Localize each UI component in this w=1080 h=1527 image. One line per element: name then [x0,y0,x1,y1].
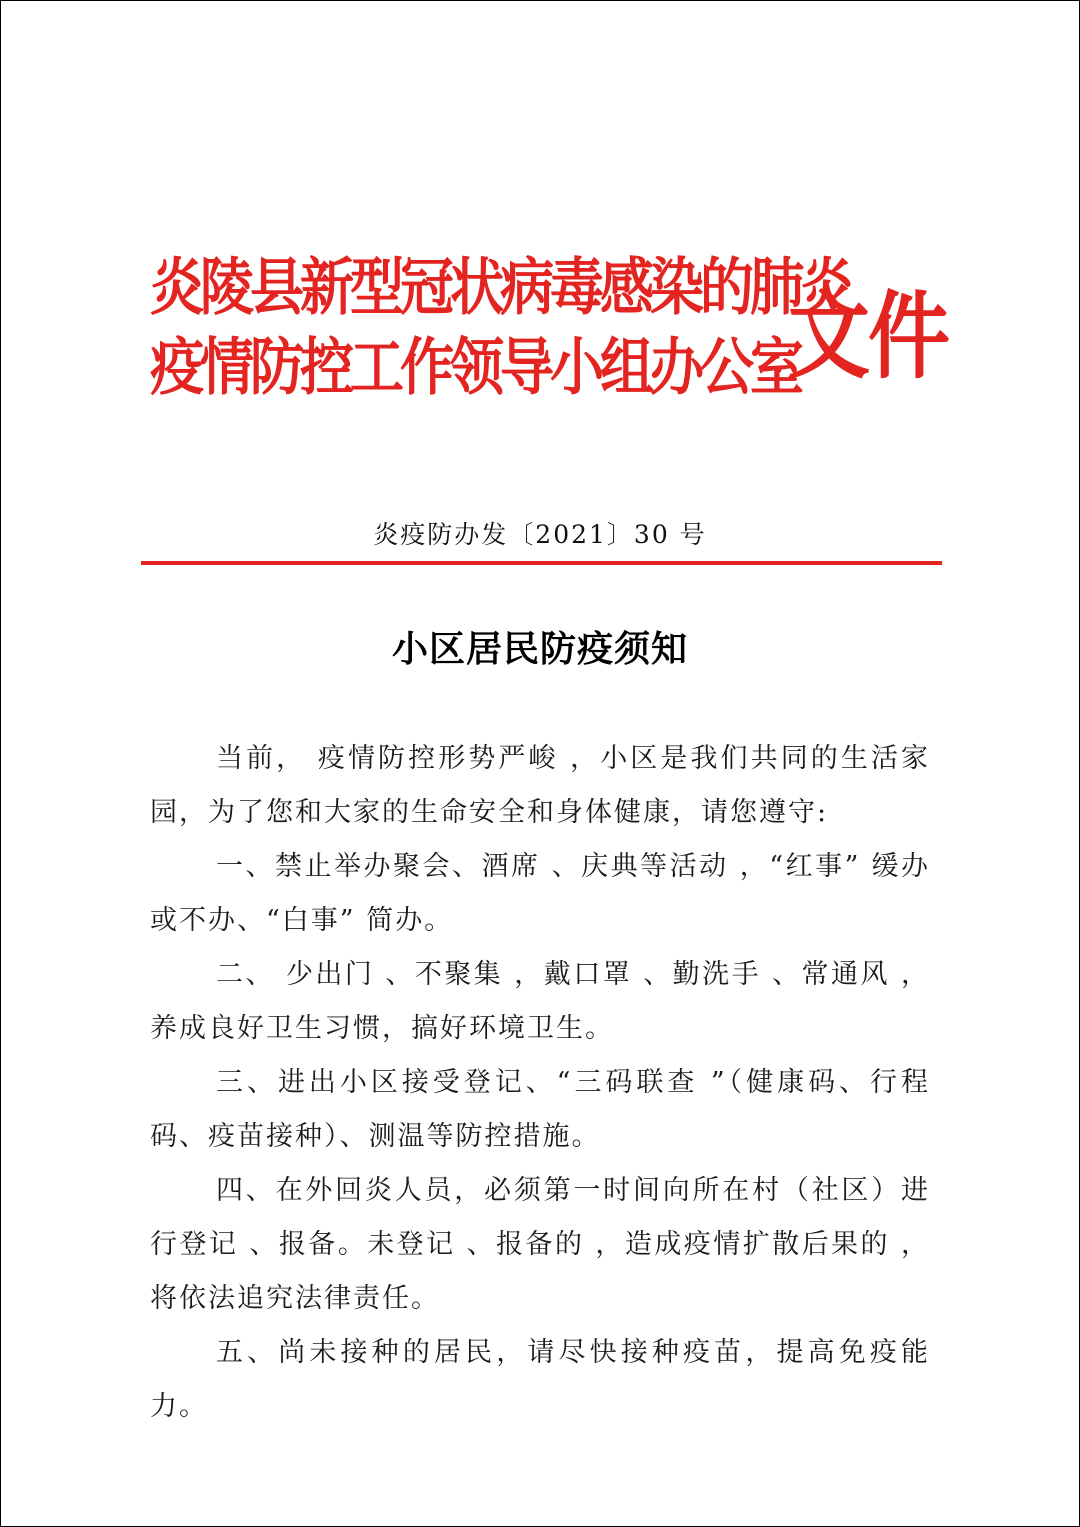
red-divider-rule [141,561,942,565]
rule-paragraph-4: 四、在外回炎人员，必须第一时间向所在村（社区）进行登记 、报备。未登记 、报备的 ，造成疫情扩散后果的 ，将依法追究法律责任。 [150,1175,930,1314]
document-body [150,732,930,1434]
issuing-agency [150,248,850,408]
document-type-label: 文件 [788,282,949,393]
agency-name-line-2: 疫情防控工作领导小组办公室 [150,331,800,404]
rule-paragraph-5: 五、尚未接种的居民，请尽快接种疫苗，提高免疫能力。 [150,1337,930,1422]
document-header [150,248,949,448]
rule-paragraph-3: 三、进出小区接受登记、“三码联查 ”（健康码、行程码、疫苗接种）、测温等防控措施。 [150,1067,930,1152]
document-number: 炎疫防办发〔2021〕30 号 [373,520,707,549]
document-title: 小区居民防疫须知 [391,628,688,670]
agency-name-line-1: 炎陵县新型冠状病毒感染的肺炎 [150,251,850,324]
rule-paragraph-2: 二、 少出门 、不聚集 ，戴口罩 、勤洗手 、常通风 ，养成良好卫生习惯，搞好环境卫生。 [150,959,930,1044]
intro-paragraph: 当前， 疫情防控形势严峻 ，小区是我们共同的生活家园，为了您和大家的生命安全和身体健康，请您遵守: [150,743,930,828]
rule-paragraph-1: 一、禁止举办聚会、酒席 、庆典等活动 ，“红事” 缓办或不办、“白事” 简办。 [150,851,930,936]
